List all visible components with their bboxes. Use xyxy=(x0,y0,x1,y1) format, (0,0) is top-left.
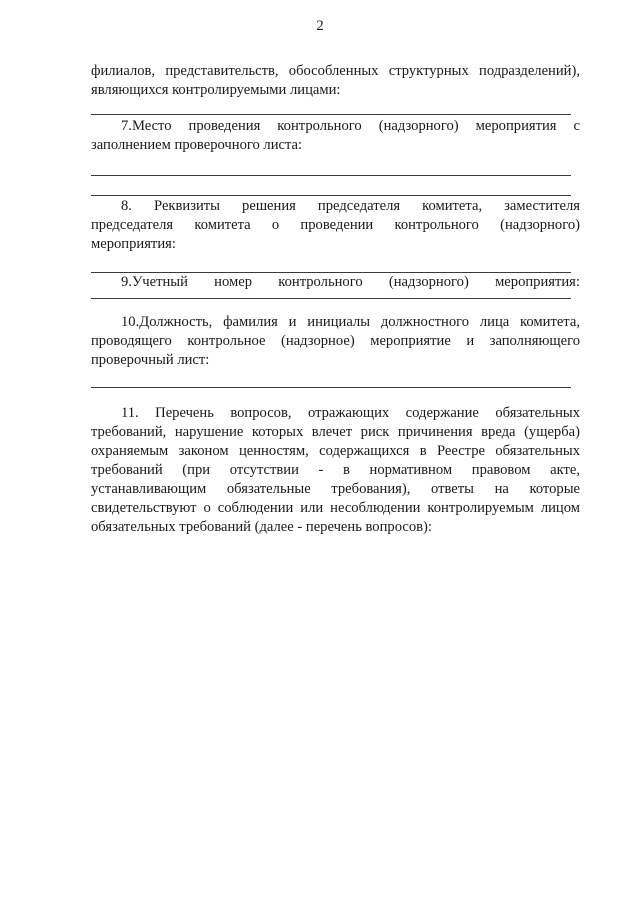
item-11-line-6: свидетельствуют о соблюдении или несоблюдении контролируемым лицом xyxy=(91,500,580,516)
item-8-line-3: мероприятия: xyxy=(91,236,176,252)
item-9-word-3: контрольного xyxy=(278,274,363,290)
item-10-line-2: проводящего контрольное (надзорное) мероприятие и заполняющего xyxy=(91,333,580,349)
item-9-word-5: мероприятия: xyxy=(495,274,580,290)
item-11-line-4: требований (при отсутствии - в нормативном правовом акте, xyxy=(91,462,580,478)
item-11-line-7: обязательных требований (далее - перечень вопросов): xyxy=(91,519,432,535)
item-9-word-2: номер xyxy=(214,274,252,290)
fill-line-item-9 xyxy=(91,298,571,299)
item-9-word-1: 9.Учетный xyxy=(121,274,188,290)
item-7-line-2: заполнением проверочного листа: xyxy=(91,137,303,153)
fill-line-item-7-a xyxy=(91,175,571,176)
item-10-line-3: проверочный лист: xyxy=(91,352,210,368)
item-11-line-3: охраняемым законом ценностям, содержащихся в Реестре обязательных xyxy=(91,443,580,459)
item-9-line xyxy=(91,273,580,292)
item-9-word-4: (надзорного) xyxy=(388,274,469,290)
item-11-line-2: требований, нарушение которых влечет риск причинения вреда (ущерба) xyxy=(91,424,580,440)
item-7-line-1: 7.Место проведения контрольного (надзорного) мероприятия с xyxy=(121,118,580,134)
fill-line-item-7-b xyxy=(91,195,571,196)
item-11-line-1: 11. Перечень вопросов, отражающих содержание обязательных xyxy=(121,405,580,421)
item-10-line-1: 10.Должность, фамилия и инициалы должностного лица комитета, xyxy=(121,314,580,330)
item-6-line-2: являющихся контролируемыми лицами: xyxy=(91,82,341,98)
item-8-line-2: председателя комитета о проведении контрольного (надзорного) xyxy=(91,217,580,233)
item-8-line-1: 8. Реквизиты решения председателя комитета, заместителя xyxy=(121,198,580,214)
item-11-line-5: устанавливающим обязательные требования), ответы на которые xyxy=(91,481,580,497)
item-6-line-1: филиалов, представительств, обособленных структурных подразделений), xyxy=(91,63,580,79)
page-number: 2 xyxy=(316,18,324,34)
document-body xyxy=(91,62,580,537)
fill-line-item-10 xyxy=(91,387,571,388)
fill-line-item-6 xyxy=(91,114,571,115)
